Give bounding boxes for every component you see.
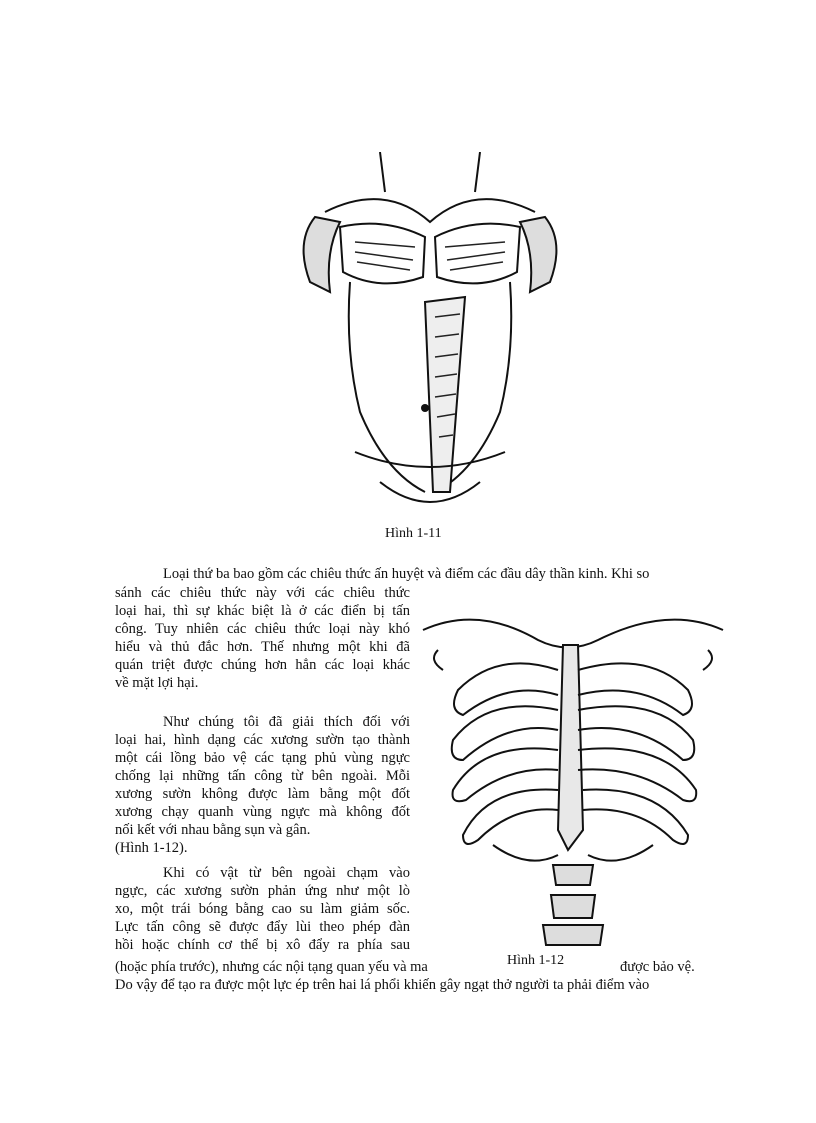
ribcage-drawing xyxy=(418,600,730,950)
paragraph-3-tail-line-1: (hoặc phía trước), nhưng các nội tạng quan yếu và ma xyxy=(115,959,428,975)
paragraph-2: Như chúng tôi đã giải thích đối với loại hai, hình dạng các xương sườn tạo thành một cái lồng bảo vệ các tạng phủ vùng ngực chống lại những tấn công từ bên ngoài. Mỗi xương sườn không được làm bằng một đốt xương chạy quanh vùng ngực mà không đốt nối kết với nhau bằng sụn và gân. (Hình 1-12). xyxy=(115,714,410,856)
figure-2-caption: Hình 1-12 xyxy=(503,953,568,969)
paragraph-3-tail-line-1-end: được bảo vệ. xyxy=(620,959,695,975)
torso-muscles-drawing xyxy=(285,152,575,522)
paragraph-3-tail-line-2: Do vậy để tạo ra được một lực ép trên hai lá phổi khiến gây ngạt thở người ta phải điểm vào xyxy=(115,977,650,993)
paragraph-3: Khi có vật từ bên ngoài chạm vào ngực, các xương sườn phản ứng như một lò xo, một trái bóng bằng cao su làm giảm sốc. Lực tấn công sẽ được đẩy lùi theo phép đàn hồi hoặc chính cơ thể bị xô đẩy ra phía sau xyxy=(115,865,410,953)
figure-1-caption: Hình 1-11 xyxy=(385,526,442,541)
paragraph-1-first-line: Loại thứ ba bao gồm các chiêu thức ấn huyệt và điểm các đầu dây thần kinh. Khi so xyxy=(163,566,650,582)
paragraph-1-body: sánh các chiêu thức này với các chiêu thức loại hai, thì sự khác biệt là ở các điển bị tấn công. Tuy nhiên các chiêu thức loại này khó hiểu và thủ đắc hơn. Thế nhưng một khi đã quán triệt được chúng hơn hẳn các loại khác về mặt lợi hại. xyxy=(115,585,410,691)
